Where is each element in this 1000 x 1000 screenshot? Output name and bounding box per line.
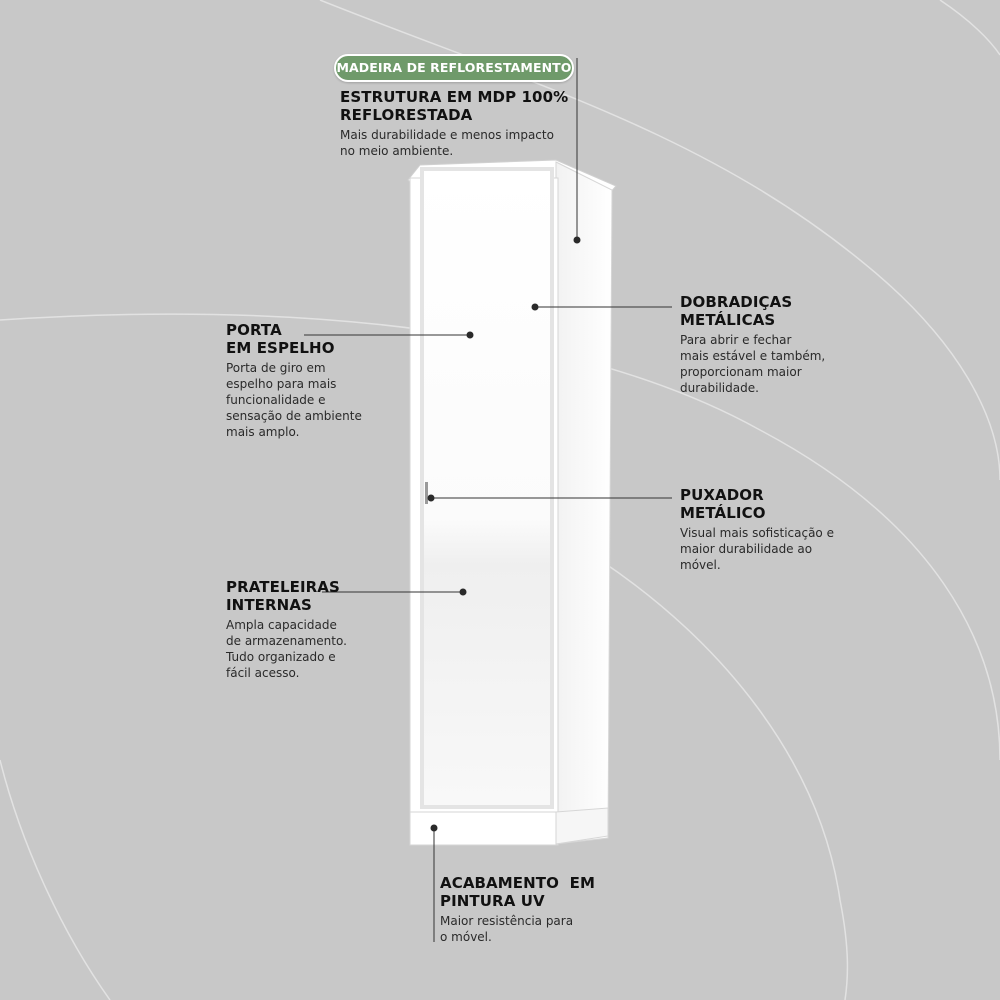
title-line: ACABAMENTO EM [440,874,595,892]
desc-line: Visual mais sofisticação e [680,526,834,540]
feature-estrutura [340,88,568,159]
desc-line: o móvel. [440,930,492,944]
title-line: METÁLICAS [680,311,776,329]
title-line: ESTRUTURA EM MDP 100% [340,88,569,106]
desc-line: durabilidade. [680,381,759,395]
title-line: PUXADOR [680,486,764,504]
desc-line: sensação de ambiente [226,409,362,423]
desc-line: no meio ambiente. [340,144,454,158]
feature-description [226,617,347,681]
desc-line: Porta de giro em [226,361,326,375]
dot-puxador [428,495,435,502]
dot-porta [467,332,474,339]
feature-description [440,913,595,945]
feature-title [680,486,834,522]
reforestation-badge: MADEIRA DE REFLORESTAMENTO [334,54,574,82]
desc-line: mais amplo. [226,425,300,439]
desc-line: móvel. [680,558,721,572]
desc-line: espelho para mais [226,377,337,391]
desc-line: maior durabilidade ao [680,542,813,556]
feature-acabamento [440,874,595,945]
feature-description [340,127,568,159]
desc-line: mais estável e também, [680,349,826,363]
desc-line: Para abrir e fechar [680,333,792,347]
dot-acabamento [431,825,438,832]
desc-line: fácil acesso. [226,666,300,680]
feature-title [680,293,825,329]
feature-title [226,578,347,614]
title-line: PRATELEIRAS [226,578,340,596]
desc-line: de armazenamento. [226,634,347,648]
desc-line: funcionalidade e [226,393,326,407]
desc-line: Maior resistência para [440,914,574,928]
feature-description [226,360,362,440]
desc-line: Mais durabilidade e menos impacto [340,128,554,142]
feature-prateleiras [226,578,347,681]
feature-title [226,321,362,357]
feature-description [680,525,834,573]
desc-line: Tudo organizado e [226,650,336,664]
feature-title [340,88,568,124]
title-line: DOBRADIÇAS [680,293,793,311]
feature-title [440,874,595,910]
desc-line: proporcionam maior [680,365,802,379]
feature-description [680,332,825,396]
title-line: REFLORESTADA [340,106,473,124]
title-line: METÁLICO [680,504,766,522]
dot-prateleiras [460,589,467,596]
title-line: PINTURA UV [440,892,545,910]
title-line: EM ESPELHO [226,339,335,357]
title-line: INTERNAS [226,596,312,614]
feature-porta [226,321,362,440]
title-line: PORTA [226,321,282,339]
dot-estrutura [574,237,581,244]
dot-dobradicas [532,304,539,311]
feature-puxador [680,486,834,573]
desc-line: Ampla capacidade [226,618,337,632]
feature-dobradicas [680,293,825,396]
